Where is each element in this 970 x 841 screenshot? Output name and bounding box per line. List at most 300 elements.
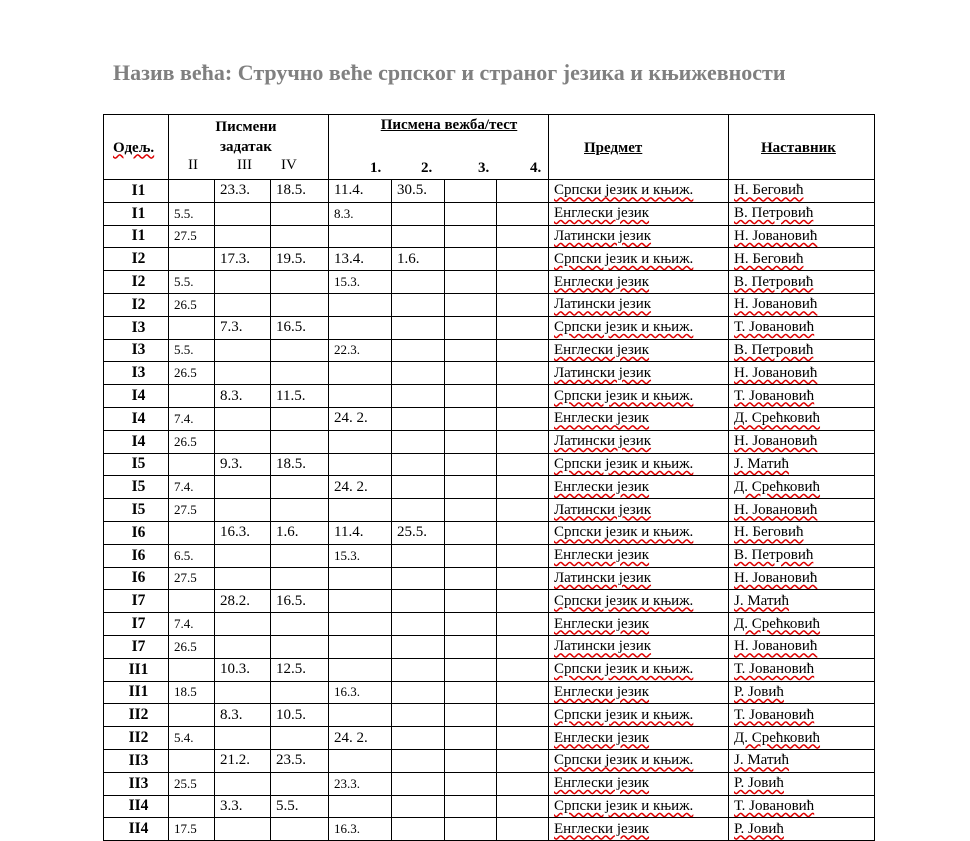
table-row (104, 795, 875, 818)
written-iv-cell: 23.5. (271, 749, 329, 772)
exercise-1-cell: 23.3. (329, 772, 392, 795)
class-cell: I7 (104, 613, 169, 636)
teacher-cell: Т. Јовановић (729, 385, 875, 408)
written-ii-cell: 27.5 (169, 567, 215, 590)
written-ii-cell (169, 385, 215, 408)
written-iii-cell (215, 476, 271, 499)
header-class: Одељ. (104, 115, 169, 180)
written-iv-cell: 5.5. (271, 795, 329, 818)
subject-cell: Енглески језик (549, 681, 729, 704)
subject-cell: Енглески језик (549, 613, 729, 636)
subject-cell: Латински језик (549, 635, 729, 658)
exercise-4-cell (497, 544, 549, 567)
teacher-cell: Д. Срећковић (729, 407, 875, 430)
exercise-2-cell (392, 225, 445, 248)
exercise-1-cell: 15.3. (329, 271, 392, 294)
written-iv-cell (271, 818, 329, 841)
table-row (104, 772, 875, 795)
written-iii-cell (215, 499, 271, 522)
exercise-3-cell (445, 613, 497, 636)
exercise-1-cell: 13.4. (329, 248, 392, 271)
written-ii-cell: 18.5 (169, 681, 215, 704)
exercise-4-cell (497, 180, 549, 203)
exercise-3-cell (445, 727, 497, 750)
written-iv-cell (271, 225, 329, 248)
subject-cell: Енглески језик (549, 339, 729, 362)
table-row (104, 544, 875, 567)
written-iv-cell: 11.5. (271, 385, 329, 408)
table-row (104, 180, 875, 203)
exercise-1-cell (329, 613, 392, 636)
written-ii-cell: 25.5 (169, 772, 215, 795)
exercise-3-cell (445, 635, 497, 658)
exercise-2-cell (392, 749, 445, 772)
exercise-4-cell (497, 293, 549, 316)
written-iv-cell: 16.5. (271, 590, 329, 613)
exercise-1-cell (329, 499, 392, 522)
written-iv-cell (271, 476, 329, 499)
written-iii-cell (215, 635, 271, 658)
subject-cell: Српски језик и књиж. (549, 704, 729, 727)
written-ii-cell: 6.5. (169, 544, 215, 567)
written-ii-cell: 5.5. (169, 202, 215, 225)
exercise-2-cell (392, 499, 445, 522)
class-cell: I2 (104, 293, 169, 316)
exercise-3-cell (445, 567, 497, 590)
subject-cell: Енглески језик (549, 818, 729, 841)
header-written-exercise: Писмена вежба/тест 1. 2. 3. 4. (329, 115, 549, 180)
table-row (104, 749, 875, 772)
written-ii-cell: 27.5 (169, 225, 215, 248)
written-iii-cell: 28.2. (215, 590, 271, 613)
written-ii-cell (169, 521, 215, 544)
exercise-4-cell (497, 271, 549, 294)
written-iv-cell (271, 362, 329, 385)
exercise-3-cell (445, 544, 497, 567)
written-iv-cell (271, 727, 329, 750)
written-iii-cell (215, 613, 271, 636)
written-ii-cell (169, 316, 215, 339)
exercise-1-cell (329, 795, 392, 818)
subject-cell: Српски језик и књиж. (549, 795, 729, 818)
written-ii-cell (169, 658, 215, 681)
exercise-2-cell (392, 476, 445, 499)
exercise-4-cell (497, 818, 549, 841)
class-cell: I6 (104, 544, 169, 567)
written-iii-cell (215, 544, 271, 567)
exercise-4-cell (497, 727, 549, 750)
teacher-cell: Н. Јовановић (729, 430, 875, 453)
subject-cell: Латински језик (549, 499, 729, 522)
exercise-4-cell (497, 658, 549, 681)
written-iv-cell (271, 635, 329, 658)
subject-cell: Енглески језик (549, 476, 729, 499)
exercise-3-cell (445, 818, 497, 841)
header-col-3: 3. (478, 160, 490, 176)
table-row (104, 727, 875, 750)
written-ii-cell: 5.4. (169, 727, 215, 750)
subject-cell: Енглески језик (549, 727, 729, 750)
exercise-3-cell (445, 362, 497, 385)
teacher-cell: Д. Срећковић (729, 476, 875, 499)
written-iii-cell (215, 293, 271, 316)
exercise-1-cell: 11.4. (329, 521, 392, 544)
exercise-3-cell (445, 453, 497, 476)
subject-cell: Енглески језик (549, 407, 729, 430)
teacher-cell: Р. Јовић (729, 818, 875, 841)
table-row (104, 385, 875, 408)
teacher-cell: Н. Јовановић (729, 499, 875, 522)
exercise-2-cell (392, 567, 445, 590)
exercise-2-cell: 1.6. (392, 248, 445, 271)
exercise-1-cell (329, 430, 392, 453)
subject-cell: Српски језик и књиж. (549, 590, 729, 613)
written-ii-cell: 5.5. (169, 271, 215, 294)
exercise-4-cell (497, 385, 549, 408)
exercise-4-cell (497, 521, 549, 544)
exercise-3-cell (445, 293, 497, 316)
header-col-1: 1. (370, 160, 382, 176)
subject-cell: Латински језик (549, 567, 729, 590)
subject-cell: Српски језик и књиж. (549, 316, 729, 339)
written-iii-cell: 10.3. (215, 658, 271, 681)
exercise-1-cell: 24. 2. (329, 407, 392, 430)
written-ii-cell: 26.5 (169, 362, 215, 385)
exercise-3-cell (445, 772, 497, 795)
header-col-III: III (237, 157, 252, 173)
exercise-1-cell: 22.3. (329, 339, 392, 362)
teacher-cell: Д. Срећковић (729, 727, 875, 750)
written-iii-cell (215, 727, 271, 750)
subject-cell: Српски језик и књиж. (549, 385, 729, 408)
written-ii-cell: 7.4. (169, 613, 215, 636)
exercise-2-cell (392, 590, 445, 613)
exercise-2-cell (392, 316, 445, 339)
class-cell: I6 (104, 521, 169, 544)
exercise-4-cell (497, 499, 549, 522)
teacher-cell: В. Петровић (729, 339, 875, 362)
written-iii-cell (215, 407, 271, 430)
exercise-4-cell (497, 613, 549, 636)
table-row (104, 681, 875, 704)
teacher-cell: Ј. Матић (729, 749, 875, 772)
written-iii-cell: 8.3. (215, 704, 271, 727)
class-cell: I5 (104, 499, 169, 522)
table-row (104, 248, 875, 271)
class-cell: I4 (104, 407, 169, 430)
exercise-4-cell (497, 772, 549, 795)
exercise-1-cell (329, 749, 392, 772)
exercise-3-cell (445, 681, 497, 704)
written-iv-cell (271, 613, 329, 636)
header-col-II: II (188, 157, 198, 173)
exercise-4-cell (497, 248, 549, 271)
exercise-3-cell (445, 430, 497, 453)
exercise-1-cell (329, 567, 392, 590)
written-ii-cell: 17.5 (169, 818, 215, 841)
table-row (104, 271, 875, 294)
council-title: Назив већа: Стручно веће српског и страног језика и књижевности (113, 60, 786, 85)
written-iii-cell (215, 225, 271, 248)
written-iii-cell (215, 681, 271, 704)
class-cell: II1 (104, 681, 169, 704)
header-col-4: 4. (530, 160, 542, 176)
exercise-3-cell (445, 202, 497, 225)
header-subject: Предмет (549, 115, 729, 180)
written-ii-cell (169, 180, 215, 203)
exercise-4-cell (497, 749, 549, 772)
teacher-cell: Н. Јовановић (729, 635, 875, 658)
teacher-cell: Н. Јовановић (729, 362, 875, 385)
class-cell: I3 (104, 316, 169, 339)
exercise-4-cell (497, 225, 549, 248)
exercise-1-cell (329, 316, 392, 339)
written-iii-cell (215, 271, 271, 294)
table-row (104, 521, 875, 544)
written-iv-cell (271, 293, 329, 316)
subject-cell: Српски језик и књиж. (549, 749, 729, 772)
header-teacher: Наставник (729, 115, 875, 180)
exercise-4-cell (497, 567, 549, 590)
exercise-3-cell (445, 339, 497, 362)
subject-cell: Српски језик и књиж. (549, 180, 729, 203)
written-iii-cell (215, 362, 271, 385)
table-row (104, 704, 875, 727)
table-row (104, 202, 875, 225)
exercise-1-cell (329, 658, 392, 681)
written-iv-cell (271, 544, 329, 567)
exercise-4-cell (497, 316, 549, 339)
written-iv-cell (271, 499, 329, 522)
class-cell: I3 (104, 362, 169, 385)
exercise-2-cell (392, 772, 445, 795)
exercise-3-cell (445, 385, 497, 408)
header-col-IV: IV (281, 157, 297, 173)
exercise-1-cell (329, 453, 392, 476)
header-col-2: 2. (421, 160, 433, 176)
written-iv-cell: 16.5. (271, 316, 329, 339)
table-header-row (104, 115, 875, 180)
written-iv-cell (271, 202, 329, 225)
written-ii-cell: 26.5 (169, 635, 215, 658)
exercise-2-cell (392, 635, 445, 658)
written-iv-cell (271, 772, 329, 795)
written-ii-cell: 5.5. (169, 339, 215, 362)
exercise-2-cell (392, 339, 445, 362)
exercise-4-cell (497, 704, 549, 727)
exercise-1-cell (329, 635, 392, 658)
exercise-1-cell: 16.3. (329, 681, 392, 704)
class-cell: I1 (104, 225, 169, 248)
exercise-1-cell: 24. 2. (329, 476, 392, 499)
exercise-3-cell (445, 521, 497, 544)
exercise-1-cell (329, 385, 392, 408)
teacher-cell: Т. Јовановић (729, 704, 875, 727)
exercise-2-cell (392, 293, 445, 316)
written-iii-cell (215, 772, 271, 795)
written-iv-cell: 19.5. (271, 248, 329, 271)
exercise-2-cell (392, 613, 445, 636)
class-cell: II3 (104, 772, 169, 795)
subject-cell: Енглески језик (549, 772, 729, 795)
exercise-2-cell (392, 362, 445, 385)
exercise-1-cell: 8.3. (329, 202, 392, 225)
class-cell: II2 (104, 704, 169, 727)
teacher-cell: Н. Јовановић (729, 567, 875, 590)
exercise-2-cell (392, 271, 445, 294)
written-iv-cell (271, 407, 329, 430)
exercise-4-cell (497, 635, 549, 658)
exercise-2-cell (392, 704, 445, 727)
class-cell: II4 (104, 795, 169, 818)
exercise-3-cell (445, 749, 497, 772)
written-iv-cell (271, 339, 329, 362)
written-iii-cell: 3.3. (215, 795, 271, 818)
class-cell: I7 (104, 635, 169, 658)
written-ii-cell (169, 453, 215, 476)
written-iii-cell: 8.3. (215, 385, 271, 408)
table-row (104, 613, 875, 636)
exercise-3-cell (445, 476, 497, 499)
exercise-2-cell (392, 658, 445, 681)
subject-cell: Српски језик и књиж. (549, 658, 729, 681)
written-iii-cell (215, 430, 271, 453)
teacher-cell: Р. Јовић (729, 772, 875, 795)
written-iii-cell (215, 818, 271, 841)
written-iv-cell (271, 681, 329, 704)
teacher-cell: Н. Беговић (729, 521, 875, 544)
exercise-2-cell (392, 795, 445, 818)
exercise-4-cell (497, 795, 549, 818)
exercise-4-cell (497, 202, 549, 225)
written-iii-cell: 9.3. (215, 453, 271, 476)
subject-cell: Српски језик и књиж. (549, 248, 729, 271)
exercise-3-cell (445, 795, 497, 818)
exercise-2-cell (392, 430, 445, 453)
table-row (104, 658, 875, 681)
exercise-4-cell (497, 430, 549, 453)
written-iv-cell: 10.5. (271, 704, 329, 727)
class-cell: II1 (104, 658, 169, 681)
class-cell: II3 (104, 749, 169, 772)
teacher-cell: В. Петровић (729, 271, 875, 294)
class-cell: I2 (104, 248, 169, 271)
exercise-1-cell (329, 293, 392, 316)
written-iv-cell (271, 271, 329, 294)
exercise-2-cell (392, 818, 445, 841)
table-row (104, 818, 875, 841)
written-ii-cell (169, 749, 215, 772)
exercise-2-cell: 30.5. (392, 180, 445, 203)
exercise-2-cell (392, 202, 445, 225)
subject-cell: Латински језик (549, 362, 729, 385)
exercise-2-cell (392, 727, 445, 750)
teacher-cell: Ј. Матић (729, 590, 875, 613)
exercise-1-cell: 15.3. (329, 544, 392, 567)
written-iii-cell: 7.3. (215, 316, 271, 339)
written-iii-cell (215, 202, 271, 225)
table-row (104, 590, 875, 613)
written-iv-cell: 1.6. (271, 521, 329, 544)
exercise-3-cell (445, 704, 497, 727)
subject-cell: Енглески језик (549, 202, 729, 225)
exercise-3-cell (445, 590, 497, 613)
table-row (104, 316, 875, 339)
class-cell: I1 (104, 202, 169, 225)
exercise-4-cell (497, 407, 549, 430)
header-written-assignment: Писмени задатак II III IV (169, 115, 329, 180)
exercise-4-cell (497, 453, 549, 476)
class-cell: I3 (104, 339, 169, 362)
exercise-1-cell: 11.4. (329, 180, 392, 203)
written-iv-cell: 18.5. (271, 453, 329, 476)
exercise-2-cell (392, 453, 445, 476)
exercise-3-cell (445, 248, 497, 271)
class-cell: I5 (104, 453, 169, 476)
table-row (104, 225, 875, 248)
teacher-cell: В. Петровић (729, 544, 875, 567)
teacher-cell: Н. Беговић (729, 180, 875, 203)
exercise-2-cell (392, 544, 445, 567)
class-cell: I6 (104, 567, 169, 590)
table-row (104, 476, 875, 499)
exercise-4-cell (497, 681, 549, 704)
exercise-3-cell (445, 180, 497, 203)
teacher-cell: Т. Јовановић (729, 795, 875, 818)
written-ii-cell (169, 590, 215, 613)
teacher-cell: Р. Јовић (729, 681, 875, 704)
subject-cell: Енглески језик (549, 544, 729, 567)
exercise-3-cell (445, 407, 497, 430)
exercise-1-cell: 16.3. (329, 818, 392, 841)
class-cell: I2 (104, 271, 169, 294)
table-row (104, 567, 875, 590)
written-ii-cell (169, 248, 215, 271)
written-iii-cell: 21.2. (215, 749, 271, 772)
exercise-1-cell (329, 590, 392, 613)
teacher-cell: В. Петровић (729, 202, 875, 225)
subject-cell: Српски језик и књиж. (549, 453, 729, 476)
exercise-2-cell (392, 681, 445, 704)
exercise-1-cell (329, 225, 392, 248)
written-iii-cell: 17.3. (215, 248, 271, 271)
written-ii-cell (169, 795, 215, 818)
written-iv-cell (271, 430, 329, 453)
table-row (104, 430, 875, 453)
class-cell: I7 (104, 590, 169, 613)
exercise-4-cell (497, 362, 549, 385)
class-cell: II4 (104, 818, 169, 841)
subject-cell: Енглески језик (549, 271, 729, 294)
table-row (104, 362, 875, 385)
written-ii-cell: 7.4. (169, 407, 215, 430)
teacher-cell: Н. Јовановић (729, 225, 875, 248)
written-iv-cell: 12.5. (271, 658, 329, 681)
written-iv-cell (271, 567, 329, 590)
table-row (104, 453, 875, 476)
table-row (104, 407, 875, 430)
exercise-3-cell (445, 499, 497, 522)
written-ii-cell: 7.4. (169, 476, 215, 499)
teacher-cell: Н. Беговић (729, 248, 875, 271)
written-iii-cell: 23.3. (215, 180, 271, 203)
exercise-3-cell (445, 658, 497, 681)
exercise-2-cell (392, 407, 445, 430)
exercise-2-cell (392, 385, 445, 408)
subject-cell: Латински језик (549, 225, 729, 248)
exercise-4-cell (497, 476, 549, 499)
exercise-1-cell (329, 362, 392, 385)
